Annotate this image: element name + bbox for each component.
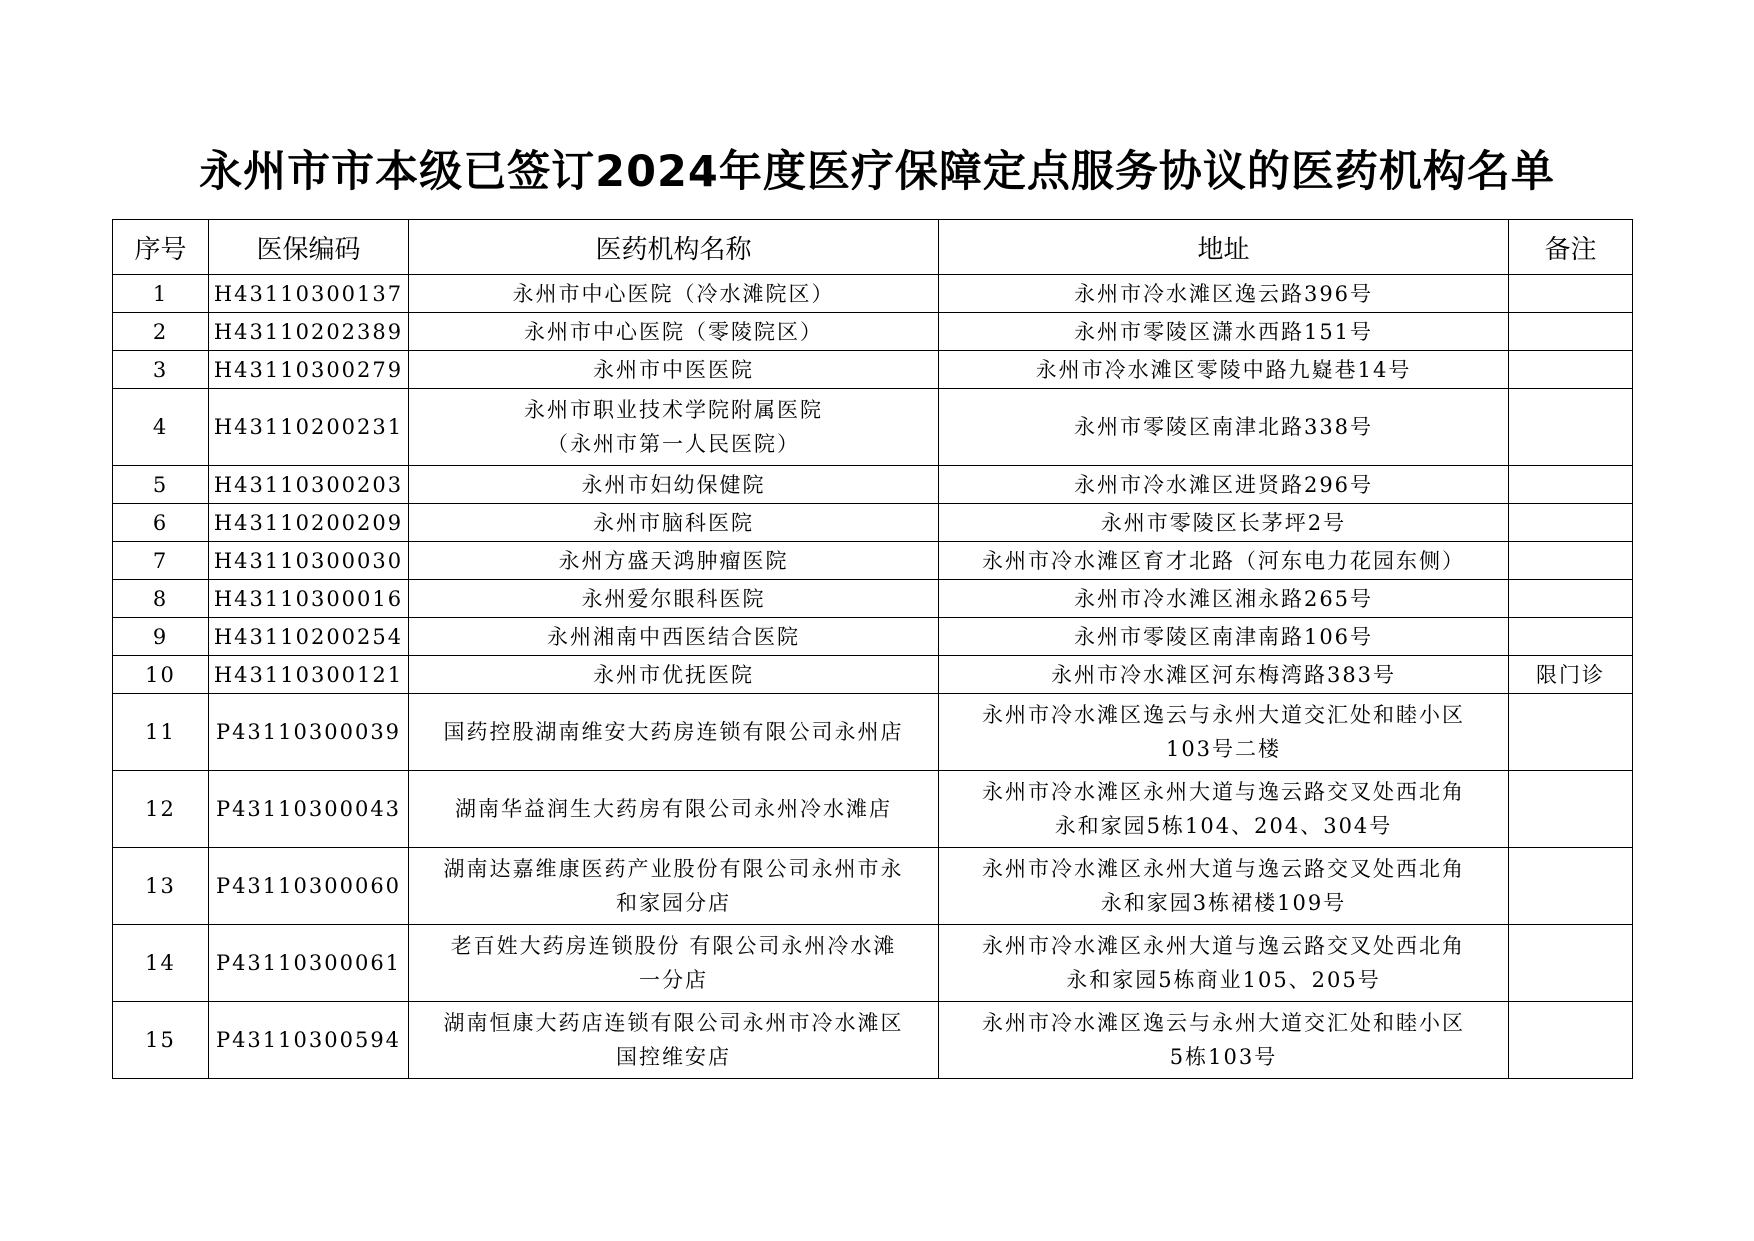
- table-row: [113, 275, 1633, 313]
- institution-address: [939, 351, 1509, 389]
- institution-address-line: 永州市冷水滩区逸云路396号: [1073, 281, 1374, 306]
- remark: [1509, 504, 1633, 542]
- remark: [1509, 694, 1633, 771]
- medical-insurance-code: H43110300137: [209, 275, 409, 313]
- row-number: 6: [113, 504, 209, 542]
- institution-address-line: 永州市冷水滩区湘永路265号: [1073, 586, 1374, 611]
- institution-name-line: 永州市中心医院（冷水滩院区）: [512, 281, 835, 306]
- table-row: [113, 848, 1633, 925]
- institution-name-line: 湖南达嘉维康医药产业股份有限公司永州市永: [443, 857, 904, 881]
- institution-address: [939, 656, 1509, 694]
- row-number: 5: [113, 466, 209, 504]
- table-row: [113, 925, 1633, 1002]
- institution-address-line: 永和家园5栋104、204、304号: [1054, 814, 1393, 838]
- institution-address: [939, 694, 1509, 771]
- institution-name: [409, 656, 939, 694]
- institution-name-line: 湖南华益润生大药房有限公司永州冷水滩店: [455, 797, 892, 821]
- table-header-row: [113, 220, 1633, 275]
- institution-name-line: 国控维安店: [616, 1045, 731, 1069]
- institution-address: [939, 389, 1509, 466]
- table-row: [113, 580, 1633, 618]
- medical-insurance-code: P43110300061: [209, 925, 409, 1002]
- medical-insurance-code: H43110300203: [209, 466, 409, 504]
- institution-name-line: 永州湘南中西医结合医院: [547, 624, 800, 649]
- column-header-address: 地址: [939, 220, 1509, 275]
- remark: [1509, 351, 1633, 389]
- institution-name-line: （永州市第一人民医院）: [547, 432, 800, 456]
- institution-address: [939, 580, 1509, 618]
- institution-name-line: 永州市职业技术学院附属医院: [524, 398, 823, 422]
- institution-address-line: 永州市零陵区南津南路106号: [1073, 624, 1374, 649]
- medical-insurance-code: H43110300279: [209, 351, 409, 389]
- institution-name-line: 和家园分店: [616, 891, 731, 915]
- table-row: [113, 1002, 1633, 1079]
- medical-insurance-code: H43110200254: [209, 618, 409, 656]
- institution-name: [409, 389, 939, 466]
- medical-insurance-code: H43110300030: [209, 542, 409, 580]
- remark: 限门诊: [1509, 656, 1633, 694]
- institution-address-line: 永州市冷水滩区进贤路296号: [1073, 472, 1374, 497]
- institution-name-line: 一分店: [639, 968, 708, 992]
- institution-address: [939, 542, 1509, 580]
- table-row: [113, 389, 1633, 466]
- row-number: 8: [113, 580, 209, 618]
- institution-address: [939, 275, 1509, 313]
- institution-address-line: 永和家园5栋商业105、205号: [1066, 968, 1381, 992]
- institution-address-line: 103号二楼: [1165, 737, 1282, 761]
- institution-address-line: 永州市冷水滩区永州大道与逸云路交叉处西北角: [982, 780, 1465, 804]
- table-row: [113, 694, 1633, 771]
- medical-insurance-code: P43110300060: [209, 848, 409, 925]
- table-row: [113, 656, 1633, 694]
- institution-address: [939, 925, 1509, 1002]
- institution-name: [409, 580, 939, 618]
- institution-name-line: 老百姓大药房连锁股份 有限公司永州冷水滩: [450, 934, 897, 958]
- row-number: 10: [113, 656, 209, 694]
- institution-address-line: 永州市零陵区长茅坪2号: [1100, 510, 1347, 535]
- remark: [1509, 618, 1633, 656]
- row-number: 7: [113, 542, 209, 580]
- medical-insurance-code: H43110202389: [209, 313, 409, 351]
- table-row: [113, 542, 1633, 580]
- institution-name: [409, 925, 939, 1002]
- column-header-code: 医保编码: [209, 220, 409, 275]
- institution-address: [939, 1002, 1509, 1079]
- remark: [1509, 542, 1633, 580]
- institution-table: [112, 219, 1633, 1079]
- institution-name: [409, 618, 939, 656]
- medical-insurance-code: H43110300016: [209, 580, 409, 618]
- row-number: 9: [113, 618, 209, 656]
- institution-address-line: 永州市零陵区南津北路338号: [1073, 415, 1374, 439]
- institution-name-line: 永州市脑科医院: [593, 510, 754, 535]
- institution-address: [939, 466, 1509, 504]
- table-row: [113, 504, 1633, 542]
- institution-address-line: 永和家园3栋裙楼109号: [1100, 891, 1347, 915]
- row-number: 4: [113, 389, 209, 466]
- remark: [1509, 848, 1633, 925]
- institution-name-line: 永州市中医医院: [593, 357, 754, 382]
- remark: [1509, 771, 1633, 848]
- medical-insurance-code: H43110200209: [209, 504, 409, 542]
- table-row: [113, 771, 1633, 848]
- table-row: [113, 313, 1633, 351]
- institution-address-line: 永州市冷水滩区育才北路（河东电力花园东侧）: [982, 548, 1465, 573]
- institution-name: [409, 275, 939, 313]
- institution-name: [409, 1002, 939, 1079]
- institution-address: [939, 504, 1509, 542]
- institution-name-line: 国药控股湖南维安大药房连锁有限公司永州店: [443, 720, 904, 744]
- institution-address: [939, 848, 1509, 925]
- institution-name: [409, 351, 939, 389]
- institution-name-line: 永州市妇幼保健院: [581, 472, 766, 497]
- institution-address-line: 永州市冷水滩区河东梅湾路383号: [1050, 662, 1397, 687]
- row-number: 12: [113, 771, 209, 848]
- medical-insurance-code: P43110300594: [209, 1002, 409, 1079]
- row-number: 13: [113, 848, 209, 925]
- remark: [1509, 1002, 1633, 1079]
- institution-name-line: 永州市优抚医院: [593, 662, 754, 687]
- institution-name-line: 永州方盛天鸿肿瘤医院: [558, 548, 789, 573]
- table-row: [113, 351, 1633, 389]
- remark: [1509, 275, 1633, 313]
- row-number: 2: [113, 313, 209, 351]
- row-number: 1: [113, 275, 209, 313]
- institution-address-line: 永州市冷水滩区零陵中路九嶷巷14号: [1035, 357, 1412, 382]
- column-header-no: 序号: [113, 220, 209, 275]
- institution-address-line: 永州市冷水滩区永州大道与逸云路交叉处西北角: [982, 934, 1465, 958]
- table-row: [113, 466, 1633, 504]
- column-header-name: 医药机构名称: [409, 220, 939, 275]
- medical-insurance-code: P43110300039: [209, 694, 409, 771]
- remark: [1509, 925, 1633, 1002]
- institution-address-line: 永州市冷水滩区永州大道与逸云路交叉处西北角: [982, 857, 1465, 881]
- institution-name: [409, 694, 939, 771]
- institution-address-line: 永州市零陵区潇水西路151号: [1073, 319, 1374, 344]
- institution-name-line: 永州市中心医院（零陵院区）: [524, 319, 823, 344]
- row-number: 3: [113, 351, 209, 389]
- row-number: 15: [113, 1002, 209, 1079]
- medical-insurance-code: H43110300121: [209, 656, 409, 694]
- institution-address: [939, 618, 1509, 656]
- remark: [1509, 313, 1633, 351]
- table-body: [113, 275, 1633, 1079]
- institution-name: [409, 504, 939, 542]
- row-number: 14: [113, 925, 209, 1002]
- institution-address: [939, 771, 1509, 848]
- institution-name: [409, 466, 939, 504]
- institution-name-line: 永州爱尔眼科医院: [581, 586, 766, 611]
- remark: [1509, 580, 1633, 618]
- institution-address-line: 永州市冷水滩区逸云与永州大道交汇处和睦小区: [982, 1011, 1465, 1035]
- column-header-note: 备注: [1509, 220, 1633, 275]
- institution-address-line: 永州市冷水滩区逸云与永州大道交汇处和睦小区: [982, 703, 1465, 727]
- medical-insurance-code: H43110200231: [209, 389, 409, 466]
- remark: [1509, 466, 1633, 504]
- institution-address: [939, 313, 1509, 351]
- table-row: [113, 618, 1633, 656]
- medical-insurance-code: P43110300043: [209, 771, 409, 848]
- row-number: 11: [113, 694, 209, 771]
- institution-address-line: 5栋103号: [1169, 1045, 1278, 1069]
- institution-name: [409, 848, 939, 925]
- remark: [1509, 389, 1633, 466]
- institution-name: [409, 771, 939, 848]
- institution-name: [409, 313, 939, 351]
- institution-name-line: 湖南恒康大药店连锁有限公司永州市冷水滩区: [443, 1011, 904, 1035]
- page-title: 永州市市本级已签订2024年度医疗保障定点服务协议的医药机构名单: [199, 147, 1555, 197]
- institution-name: [409, 542, 939, 580]
